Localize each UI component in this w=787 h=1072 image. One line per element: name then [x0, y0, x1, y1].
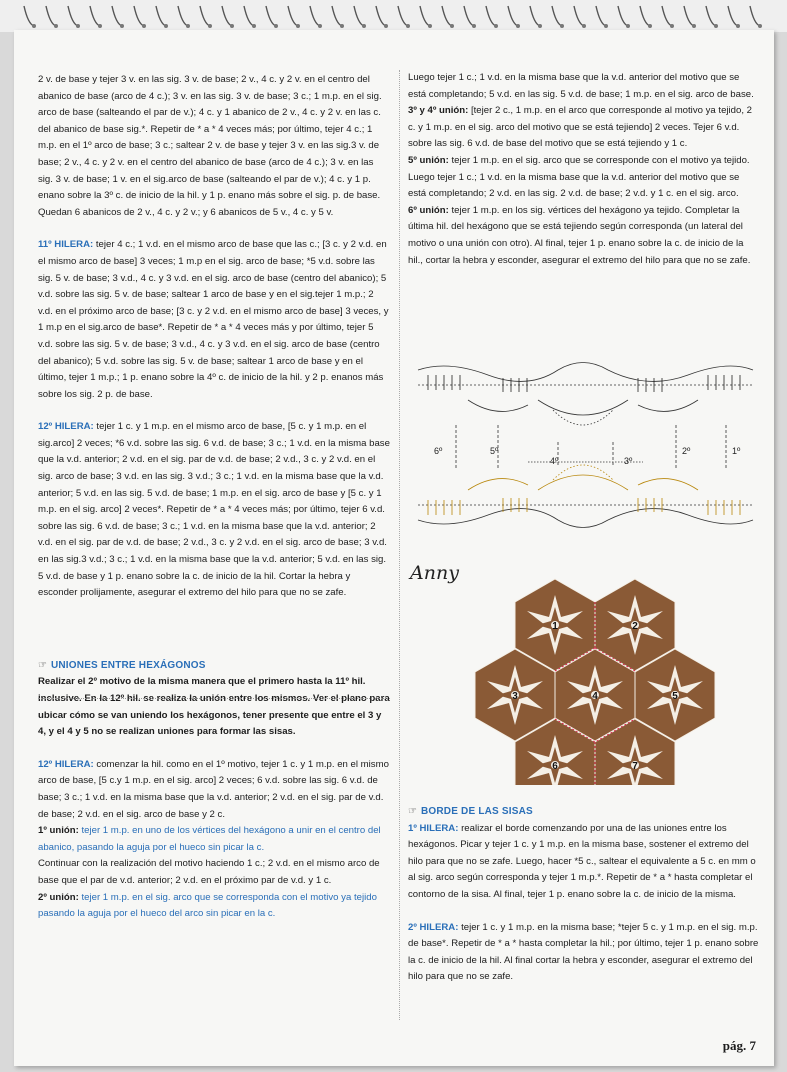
union-5-text: tejer 1 m.p. en el sig. arco que se corresponde con el motivo ya tejido. Luego tejer 1 c.; 1 v.d. en la misma base que la v.d. anterior del motivo que se está completando; 2 v.d. en las sig. 2 v.d. de base; 2 v.d. y 1 c. en el sig. arco. — [408, 154, 750, 200]
union-5 — [408, 153, 760, 203]
hilera-11 — [38, 237, 390, 403]
union-hilera-12-label: 12º HILERA: — [38, 758, 94, 770]
pointing-hand-icon: ☞ — [38, 659, 47, 671]
hilera-11-text: tejer 4 c.; 1 v.d. en el mismo arco de base que las c.; [3 c. y 2 v.d. en el mismo arco de base] 3 veces; 1 m.p en el sig. arco de base; *5 v.d. sobre las sig. 5 v. de base; 3 v.d., 4 c. y 3 v.d. en el sig. arco de base (centro del abanico); 5 v.d. sobre las sig. 5 v. de base; saltear 1 arco de base y en el sig.tejer 1 m.p.; 2 v.d. en el próximo arco de base; [3 c. y 2 v.d. en el mismo arco de base] 3 veces, y 1 m.p en el sig.arco de base*. Repetir de * a * 4 veces más y por último, tejer 5 v.d. sobre las sig. 5 v. de base; 3 v.d., 4 c. y 3 v.d. en el sig. arco de base (centro del abanico); 5 v.d. sobre las sig. 5 v. de base; saltear 1 arco de base y en el último, tejer 1 m.p.; 1 p. enano sobre la 4º c. de inicio de la hil. y 2 p. enanos más sobre los sig. 2 p. de base. — [38, 239, 389, 400]
border-hilera-2 — [408, 920, 760, 986]
border-hilera-2-label: 2º HILERA: — [408, 921, 459, 933]
hilera-11-label: 11º HILERA: — [38, 239, 94, 251]
union-3-4-label: 3º y 4º unión: — [408, 105, 469, 117]
diagram-label-2: 2º — [682, 446, 691, 456]
union-2-label: 2º unión: — [38, 891, 79, 903]
diagram-label-1: 1º — [732, 446, 741, 456]
hilera-12-label: 12º HILERA: — [38, 421, 94, 433]
signature: Anny — [410, 562, 459, 584]
magazine-page — [14, 30, 774, 1066]
section-divider — [38, 698, 390, 699]
border-hilera-1 — [408, 821, 760, 904]
border-title-text: BORDE DE LAS SISAS — [420, 806, 533, 817]
diagram-label-4: 4º — [550, 456, 559, 466]
union-hilera-12 — [38, 757, 390, 823]
union-1-label: 1º unión: — [38, 825, 79, 837]
union-1-text: tejer 1 m.p. en uno de los vértices del hexágono a unir en el centro del abanico, pasando la aguja por el hueco sin picar la c. — [38, 825, 381, 853]
union-6-text: tejer 1 m.p. en los sig. vértices del hexágono ya tejido. Completar la última hil. del hexágono que se está tejiendo según corresponda (un lateral del motivo o una unión con otro). Al final, tejer 1 p. enano sobre la c. de inicio de la hil., cortar la hebra y esconder, asegurar el extremo del hilo para que no se zafe. — [408, 204, 751, 266]
hex-number-2: 2 — [632, 621, 638, 632]
hex-number-5: 5 — [672, 691, 678, 702]
union-hilera-12-text: comenzar la hil. como en el 1º motivo, tejer 1 c. y 1 m.p. en el mismo arco de base, [5 c.y 1 m.p. en el sig. arco] 2 veces; 6 v.d. sobre las sig. 6 v.d. de base; 3 c.; 1 v.d. en la misma base que la v.d. anterior; 2 v.d. en el sig. par de v.d. de base; 2 v.d. en el sig. arco de base y 2 c. — [38, 758, 389, 820]
column-divider — [399, 70, 400, 1020]
hilera-12-text: tejer 1 c. y 1 m.p. en el mismo arco de base, [5 c. y 1 m.p. en el sig.arco] 2 veces; *6 v.d. sobre las sig. 6 v.d. de base; 3 c.; 1 v.d. en la misma base que la v.d. anterior; 2 v.d. en el sig. par de v.d. de base; 2 v.d., 3 c. y 2 v.d. en el sig. arco de base; 3 v.d. en las sig. 3 v.d.; 3 c.; 1 v.d. en la misma base que la v.d. anterior; 5 v.d. en las sig. 5 v.d. de base; 1 m.p. en el sig. arco de base y [5 c. y 1 m.p. en el sig. arco] 2 veces*. Repetir de * a * 4 veces más; por último, tejer 6 v.d. sobre las sig. 6 v.d. de base; 3 c.; 1 v.d. en la misma base que la v.d. anterior; 2 v.d. en el sig. par de v.d. de base; 2 v.d., 3 c. y 2 v.d. en el sig. arco de base; 3 v.d. en las sig.3 v.d.; 3 c.; 1 v.d. en la misma base que la v.d. anterior; 5 v.d. en las sig. 5 v.d. de base y 1 p. enano sobre la c. de inicio de la hil. Cortar la hebra y esconder prolijamente, asegurar el extremo del hilo para que no se zafe. — [38, 421, 390, 599]
union-6-label: 6º unión: — [408, 204, 449, 216]
hexagon-layout-map — [408, 555, 760, 785]
spiral-binding — [0, 0, 787, 32]
union-3-4-text: [tejer 2 c., 1 m.p. en el arco que corresponde al motivo ya tejido, 2 c. y 1 m.p. en el sig. arco del motivo que se está tejiendo] 2 veces. Tejer 6 v.d. sobre las sig. 6 v.d. de base del motivo que se está tejiendo y 1 c. — [408, 105, 753, 150]
union-6 — [408, 203, 760, 269]
diagram-label-6: 6º — [434, 446, 443, 456]
hex-number-4: 4 — [592, 691, 598, 702]
union-2-text: tejer 1 m.p. en el sig. arco que se corresponda con el motivo ya tejido pasando la aguja por el hueco del arco sin picar en la c. — [38, 891, 377, 920]
union-1-continue: Continuar con la realización del motivo haciendo 1 c.; 2 v.d. en el mismo arco de base que el par de v.d. anterior; 2 v.d. en el próximo par de v.d. y 1 c. — [38, 858, 380, 886]
hex-number-3: 3 — [512, 691, 518, 702]
pointing-hand-icon: ☞ — [408, 806, 417, 817]
union-3-4 — [408, 103, 760, 153]
hex-number-1: 1 — [552, 621, 558, 632]
border-section — [408, 804, 760, 986]
right-paragraph-1: Luego tejer 1 c.; 1 v.d. en la misma base que la v.d. anterior del motivo que se está completando; 5 v.d. en las sig. 5 v.d. de base; 1 m.p. en el sig. arco de base. — [408, 72, 754, 100]
unions-title — [38, 658, 390, 675]
union-2 — [38, 890, 390, 923]
unions-title-text: UNIONES ENTRE HEXÁGONOS — [50, 659, 206, 671]
border-hilera-1-text: realizar el borde comenzando por una de las uniones entre los hexágonos. Picar y tejer 1 c. y 1 m.p. en la misma base, sostener el extremo del hilo para que no se zafe. Luego, hacer *5 c., saltear el equivalente a 5 c. en mm o al sig. arco según corresponda y tejer 1 m.p.*. Repetir de * a * hasta completar el contorno de la sisa. Al final, tejer 1 p. enano sobre la c. de inicio de la misma. — [408, 822, 756, 900]
hilera-12 — [38, 419, 390, 602]
border-title — [408, 804, 760, 821]
union-1 — [38, 823, 390, 856]
unions-intro: Realizar el 2º motivo de la misma manera que el primero hasta la 11º hil. inclusive. En la 12º hil. se realiza la unión entre los mismos. Ver el plano para ubicar cómo se van uniendo los hexágonos, tener presente que entre el 3 y 4, y el 4 y 5 no se realizan uniones para formar las sisas. — [38, 676, 390, 738]
page-number: pág. 7 — [722, 1038, 756, 1053]
crochet-union-diagram — [408, 330, 760, 555]
left-column — [38, 72, 390, 923]
diagram-label-3: 3º — [624, 456, 633, 466]
border-hilera-1-label: 1º HILERA: — [408, 822, 459, 834]
hex-number-7: 7 — [632, 761, 638, 772]
left-paragraph-1: 2 v. de base y tejer 3 v. en las sig. 3 v. de base; 2 v., 4 c. y 2 v. en el centro del abanico de base (arco de 4 c.); 3 v. en las sig. 3 v. de base; 3 c.; 1 m.p. en el sig. arco de base (salteando el par de v.); 4 c. y 1 abanico de 2 v., 4 c. y 2 v. en las c. del abanico de base sig.*. Repetir de * a * 4 veces más; por último, tejer 4 c.; 1 m.p. en el 1º arco de base; 3 c.; saltear 2 v. de base y tejer 3 v. en las sig.3 v. de base; 2 v., 4 c. y 2 v. en el centro del abanico de base (arco de 4 c.); 3 v. en las sig. 3 v. de base; 1 v. en el sig.arco de base (salteando el par de v.); 4 c. y 1 p. enano sobre la 3º c. de inicio de la hil. y 1 p. enano más sobre el sig. p. de base. Quedan 6 abanicos de 2 v., 4 c. y 2 v.; y 6 abanicos de 5 v., 4 c. y 5 v. — [38, 74, 382, 218]
union-5-label: 5º unión: — [408, 154, 449, 166]
diagram-label-5: 5º — [490, 446, 499, 456]
border-hilera-2-text: tejer 1 c. y 1 m.p. en la misma base; *tejer 5 c. y 1 m.p. en el sig. m.p. de base*. Repetir de * a * hasta completar la hil.; por último, tejer 1 p. enano sobre la c. de inicio de la hil. Al final cortar la hebra y esconder, asegurar el extremo del hilo para que no se zafe. — [408, 921, 759, 983]
right-column — [408, 70, 760, 269]
hex-number-6: 6 — [552, 761, 558, 772]
